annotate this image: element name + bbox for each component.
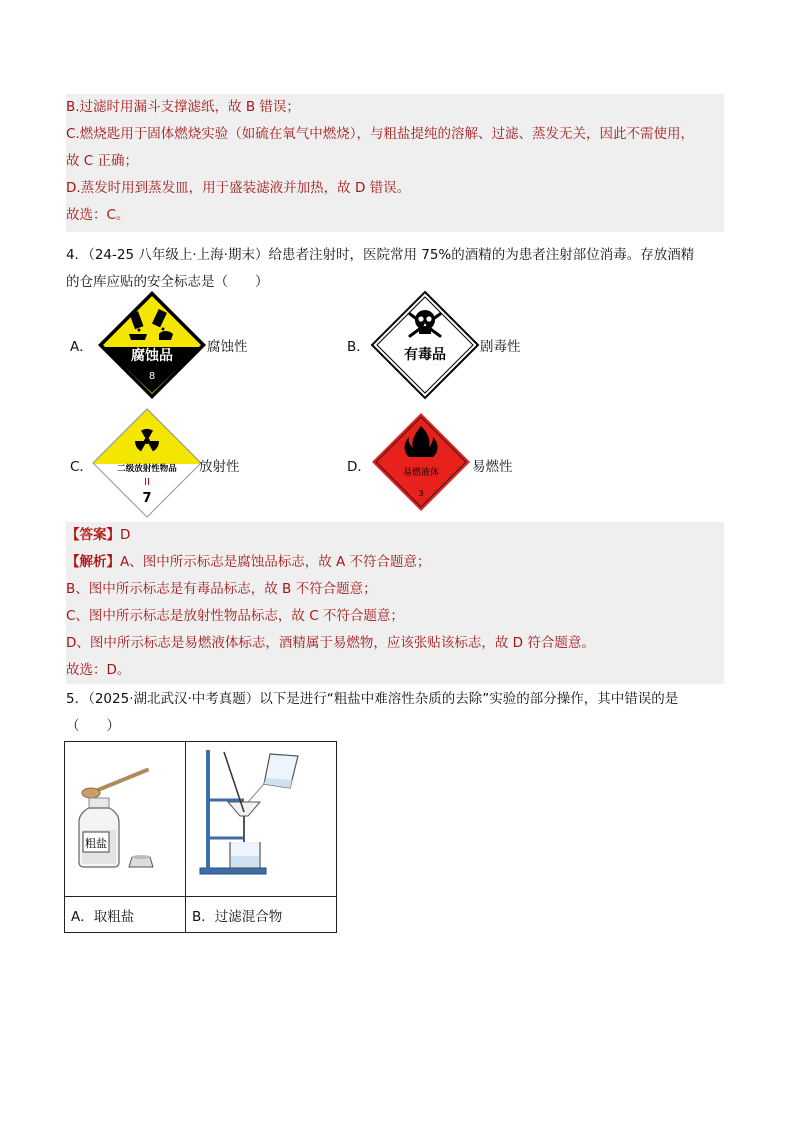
q4-option-c-text[interactable]: 放射性 — [199, 459, 240, 475]
q5-stem-line1: 5．（2025·湖北武汉·中考真题）以下是进行“粗盐中难溶性杂质的去除”实验的部分操作，其中错误的是 — [66, 691, 679, 707]
q4-analysis-a — [66, 549, 431, 576]
corrosive-sign-label: 腐蚀品 — [131, 348, 173, 364]
salt-bottle-spoon-icon — [65, 742, 185, 892]
q5-option-b-caption[interactable]: B．过滤混合物 — [186, 897, 337, 933]
q4-analysis-c: C、图中所示标志是放射性物品标志，故 C 不符合题意； — [66, 608, 404, 624]
radioactive-sign-mark: II — [144, 477, 150, 488]
flammable-sign-number: 3 — [418, 489, 424, 498]
answer-value: D — [120, 527, 131, 543]
radioactive-sign-label: 二级放射性物品 — [117, 464, 177, 474]
q4-option-a-text[interactable]: 腐蚀性 — [207, 339, 248, 355]
analysis-tag: 【解析】 — [66, 554, 120, 570]
q5-option-b-image-cell[interactable] — [186, 742, 337, 897]
q5-options-table — [64, 741, 337, 933]
q4-option-b-text[interactable]: 剧毒性 — [480, 339, 521, 355]
flammable-sign-label: 易燃液体 — [402, 468, 440, 478]
q4-analysis-b: B、图中所示标志是有毒品标志，故 B 不符合题意； — [66, 581, 377, 597]
q5-stem-line2: （ ） — [66, 718, 120, 734]
q5-option-a-caption[interactable]: A．取粗盐 — [65, 897, 186, 933]
toxic-sign[interactable] — [370, 290, 480, 400]
radioactive-sign-number: 7 — [142, 491, 152, 506]
analysis-line-d: D.蒸发时用到蒸发皿，用于盛装滤液并加热，故 D 错误。 — [66, 180, 411, 196]
toxic-sign-label: 有毒品 — [404, 347, 446, 363]
q4-option-d-text[interactable]: 易燃性 — [472, 459, 513, 475]
q5-option-a-image-cell[interactable] — [65, 742, 186, 897]
analysis-line-c1: C.燃烧匙用于固体燃烧实验（如硫在氧气中燃烧），与粗盐提纯的溶解、过滤、蒸发无关，因此不需使用， — [66, 126, 694, 142]
q4-analysis-d: D、图中所示标志是易燃液体标志，酒精属于易燃物，应该张贴该标志，故 D 符合题意。 — [66, 635, 595, 651]
q4-option-a-letter[interactable]: A． — [70, 339, 93, 355]
q4-stem-line2: 的仓库应贴的安全标志是（ ） — [66, 274, 269, 290]
analysis-line-c2: 故 C 正确； — [66, 153, 139, 169]
flammable-liquid-sign[interactable] — [371, 412, 471, 512]
filtration-setup-icon — [186, 742, 336, 892]
q4-stem-line1: 4．（24-25 八年级上·上海·期末）给患者注射时，医院常用 75%的酒精的为患者注射部位消毒。存放酒精 — [66, 247, 695, 263]
q4-option-b-letter[interactable]: B． — [347, 339, 370, 355]
q4-choice: 故选：D。 — [66, 662, 131, 678]
radioactive-sign[interactable] — [92, 408, 202, 518]
q4-answer — [66, 522, 130, 549]
analysis-choice: 故选：C。 — [66, 207, 130, 223]
q4-option-c-letter[interactable]: C． — [70, 459, 93, 475]
answer-tag: 【答案】 — [66, 527, 120, 543]
corrosive-sign-number: 8 — [148, 371, 156, 382]
corrosive-sign[interactable] — [97, 290, 207, 400]
salt-label: 粗盐 — [85, 837, 107, 850]
q4-option-d-letter[interactable]: D． — [347, 459, 371, 475]
analysis-line-b: B.过滤时用漏斗支撑滤纸，故 B 错误； — [66, 99, 300, 115]
analysis-text-a: A、图中所示标志是腐蚀品标志，故 A 不符合题意； — [120, 554, 431, 570]
